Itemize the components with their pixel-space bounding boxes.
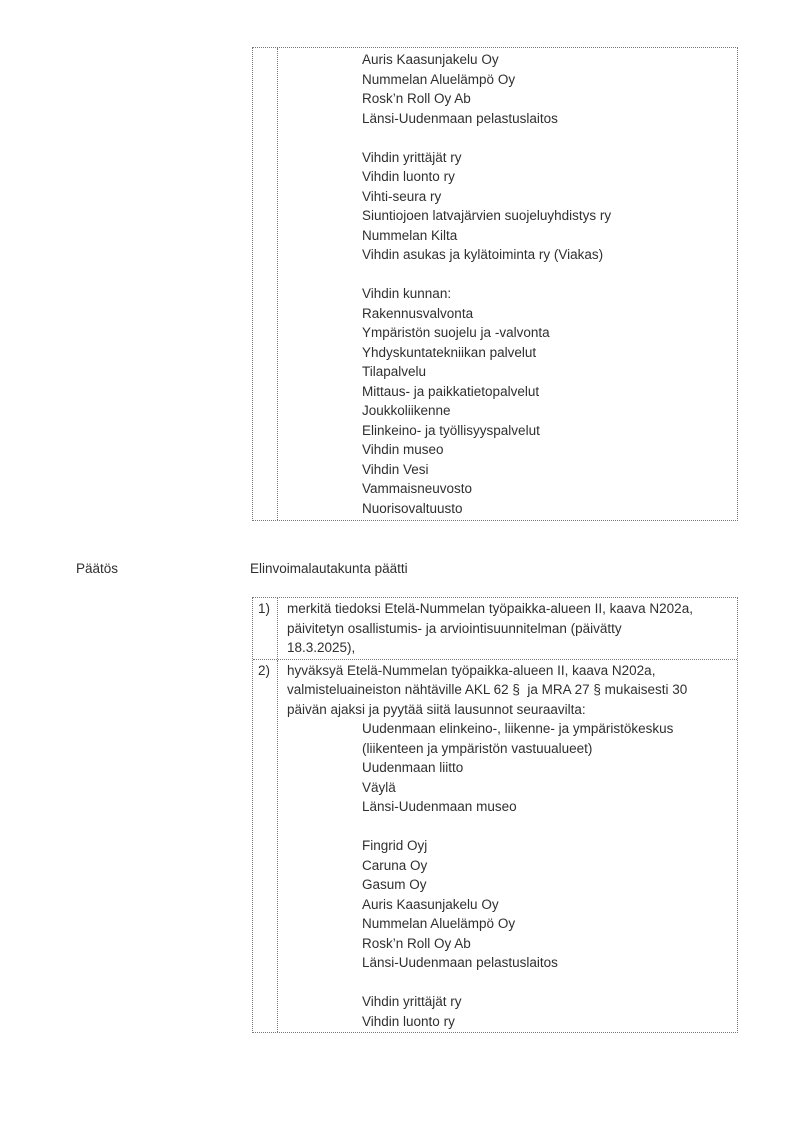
text-line: Vihti-seura ry	[362, 188, 442, 204]
consultees-marker-column	[253, 48, 278, 520]
row-marker: 2)	[253, 660, 278, 1033]
text-line	[287, 265, 731, 285]
text-line: Länsi-Uudenmaan pelastuslaitos	[362, 955, 558, 970]
text-line: päivitetyn osallistumis- ja arviointisuunnitelman (päivätty	[287, 620, 622, 636]
text-line: Vihdin luonto ry	[362, 1013, 455, 1029]
decision-row	[253, 598, 737, 659]
text-line: Fingrid Oyj	[362, 838, 428, 853]
row-content	[278, 598, 737, 659]
text-line: Nummelan Aluelämpö Oy	[362, 916, 516, 931]
text-line	[287, 128, 731, 148]
text-line: hyväksyä Etelä-Nummelan työpaikka-alueen II, kaava N202a,	[287, 662, 656, 678]
text-line: Vihdin kunnan:	[362, 286, 452, 301]
text-line: Nuorisovaltuusto	[362, 500, 463, 516]
text-line: Länsi-Uudenmaan museo	[362, 799, 517, 814]
text-line: Nummelan Kilta	[362, 227, 458, 243]
text-line: Vihdin yrittäjät ry	[362, 994, 462, 1009]
text-line: Gasum Oy	[362, 877, 427, 892]
text-line: Nummelan Aluelämpö Oy	[362, 71, 516, 87]
text-line: Vihdin Vesi	[362, 461, 429, 477]
text-line: Vammaisneuvosto	[362, 481, 473, 496]
text-line: Uudenmaan liitto	[362, 760, 464, 775]
text-line: (liikenteen ja ympäristön vastuualueet)	[362, 740, 593, 756]
consultees-lines	[278, 48, 737, 520]
row-marker: 1)	[253, 598, 278, 659]
text-line: Tilapalvelu	[362, 364, 427, 379]
text-line: Uudenmaan elinkeino-, liikenne- ja ympäristökeskus	[362, 721, 674, 736]
text-line: Vihdin asukas ja kylätoiminta ry (Viakas)	[362, 247, 604, 262]
text-line: valmisteluaineiston nähtäville AKL 62 § ja MRA 27 § mukaisesti 30	[287, 682, 688, 697]
text-line: Mittaus- ja paikkatietopalvelut	[362, 383, 540, 399]
text-line: Rakennusvalvonta	[362, 305, 474, 321]
text-line: Auris Kaasunjakelu Oy	[362, 896, 499, 912]
text-line: Elinkeino- ja työllisyyspalvelut	[362, 422, 540, 438]
text-line: Yhdyskuntatekniikan palvelut	[362, 344, 537, 360]
text-line: Vihdin yrittäjät ry	[362, 149, 462, 165]
text-line: Joukkoliikenne	[362, 403, 451, 418]
consultees-table	[252, 47, 738, 521]
decision-intro: Elinvoimalautakunta päätti	[250, 561, 408, 576]
text-line	[287, 817, 731, 837]
text-line: Länsi-Uudenmaan pelastuslaitos	[362, 110, 558, 126]
text-line: 18.3.2025),	[287, 640, 356, 655]
decision-table	[252, 597, 738, 1033]
text-line: Caruna Oy	[362, 857, 428, 873]
text-line: Siuntiojoen latvajärvien suojeluyhdistys ry	[362, 208, 612, 223]
text-line: päivän ajaksi ja pyytää siitä lausunnot seuraavilta:	[287, 701, 586, 717]
text-line: Vihdin museo	[362, 442, 444, 457]
text-line	[287, 973, 731, 993]
text-line: Väylä	[362, 779, 396, 795]
text-line: Ympäristön suojelu ja -valvonta	[362, 325, 550, 340]
text-line: Vihdin luonto ry	[362, 169, 455, 184]
text-line: merkitä tiedoksi Etelä-Nummelan työpaikka-alueen II, kaava N202a,	[287, 601, 693, 616]
decision-row	[253, 659, 737, 1033]
text-line: Auris Kaasunjakelu Oy	[362, 52, 499, 67]
decision-label: Päätös	[76, 561, 119, 576]
text-line: Rosk’n Roll Oy Ab	[362, 91, 471, 106]
row-content	[278, 660, 737, 1033]
text-line: Rosk’n Roll Oy Ab	[362, 935, 471, 951]
